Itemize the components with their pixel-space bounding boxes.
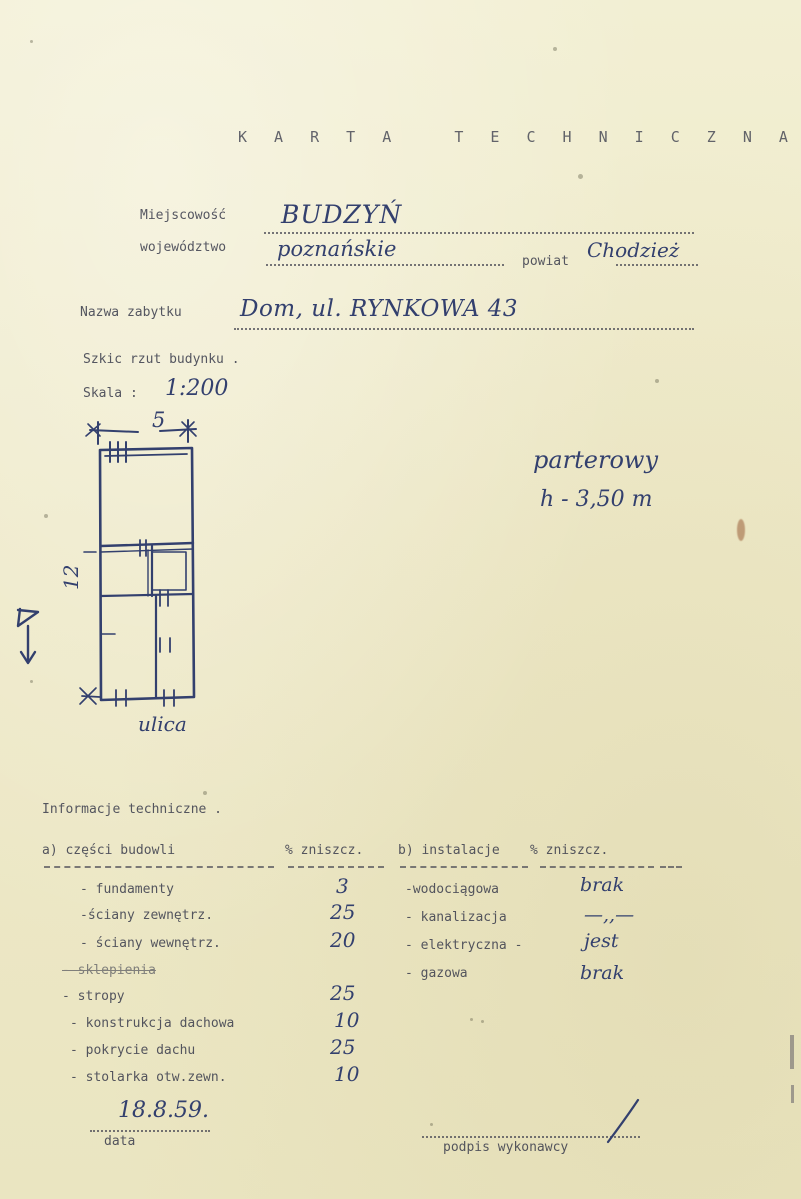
table-row-pct: 25 xyxy=(330,900,356,924)
north-arrow xyxy=(8,600,68,670)
signature-stroke xyxy=(590,1098,650,1146)
table-row-pct: 25 xyxy=(330,981,356,1005)
page-edge-mark xyxy=(790,1035,794,1069)
table-row: - stropy xyxy=(62,989,125,1004)
installation-state: brak xyxy=(580,962,625,984)
footer-date-label: data xyxy=(104,1134,136,1149)
county-label: powiat xyxy=(522,254,569,269)
scale-label: Skala : xyxy=(83,386,138,401)
note-height: h - 3,50 m xyxy=(540,487,653,512)
paper-speck xyxy=(578,174,583,179)
installation-row: - kanalizacja xyxy=(405,910,507,925)
footer-date-rule xyxy=(90,1130,210,1132)
locality-dotted-rule xyxy=(264,232,694,234)
installation-state: —,,— xyxy=(584,904,635,926)
voivodeship-label: województwo xyxy=(140,240,227,255)
monument-value: Dom, ul. RYNKOWA 43 xyxy=(240,296,519,322)
paper-speck xyxy=(481,1020,484,1023)
table-rule-pct-left xyxy=(288,866,384,868)
plan-width-dimension: 5 xyxy=(152,408,166,432)
page-edge-mark xyxy=(791,1085,794,1103)
table-row: - konstrukcja dachowa xyxy=(70,1016,235,1031)
paper-speck xyxy=(470,1018,473,1021)
table-row: - stolarka otw.zewn. xyxy=(70,1070,227,1085)
parts-column-title: a) części budowli xyxy=(42,843,176,858)
parts-pct-title: % zniszcz. xyxy=(285,843,364,858)
paper-speck xyxy=(30,40,33,43)
table-row: - pokrycie dachu xyxy=(70,1043,196,1058)
technical-section-title: Informacje techniczne . xyxy=(42,802,223,817)
svg-text:12: 12 xyxy=(60,564,83,590)
locality-value: BUDZYŃ xyxy=(281,200,403,229)
table-rule-pct-right xyxy=(540,866,654,868)
ink-smudge xyxy=(737,519,745,541)
installation-row: -wodociągowa xyxy=(405,882,499,897)
table-row: -ściany zewnętrz. xyxy=(80,908,214,923)
table-rule-pct-right-2 xyxy=(660,866,682,868)
table-row: - sklepienia xyxy=(62,963,156,978)
installation-row: - elektryczna - xyxy=(405,938,523,953)
note-storeys: parterowy xyxy=(533,446,659,474)
plan-street-label: ulica xyxy=(138,712,187,736)
installation-state: brak xyxy=(580,874,625,896)
installation-row: - gazowa xyxy=(405,966,468,981)
table-row-pct: 3 xyxy=(336,874,349,898)
locality-label: Miejscowość xyxy=(140,208,227,223)
county-value: Chodzież xyxy=(587,238,680,262)
monument-label: Nazwa zabytku xyxy=(80,305,182,320)
paper-speck xyxy=(30,680,33,683)
table-row-pct: 10 xyxy=(334,1008,360,1032)
table-row-pct: 25 xyxy=(330,1035,356,1059)
footer-signature-label: podpis wykonawcy xyxy=(443,1140,569,1155)
voivodeship-dotted-rule xyxy=(266,264,504,266)
document-title: K A R T A T E C H N I C Z N A xyxy=(238,128,797,146)
county-dotted-rule xyxy=(616,264,698,266)
table-rule-right xyxy=(400,866,528,868)
installation-state: jest xyxy=(584,930,619,952)
table-row: - ściany wewnętrz. xyxy=(80,936,221,951)
voivodeship-value: poznańskie xyxy=(277,237,397,261)
installations-pct-title: % zniszcz. xyxy=(530,843,609,858)
table-rule-left xyxy=(44,866,274,868)
scale-value: 1:200 xyxy=(165,376,229,401)
table-row-pct: 10 xyxy=(334,1062,360,1086)
table-row-pct: 20 xyxy=(330,928,356,952)
sketch-caption: Szkic rzut budynku . xyxy=(83,352,240,367)
monument-dotted-rule xyxy=(234,328,694,330)
paper-speck xyxy=(430,1123,433,1126)
footer-date-value: 18.8.59. xyxy=(118,1098,209,1123)
paper-speck xyxy=(203,791,207,795)
building-plan-sketch xyxy=(60,400,400,740)
table-row: - fundamenty xyxy=(80,882,174,897)
installations-column-title: b) instalacje xyxy=(398,843,500,858)
paper-speck xyxy=(553,47,557,51)
paper-speck xyxy=(44,514,48,518)
paper-speck xyxy=(655,379,659,383)
